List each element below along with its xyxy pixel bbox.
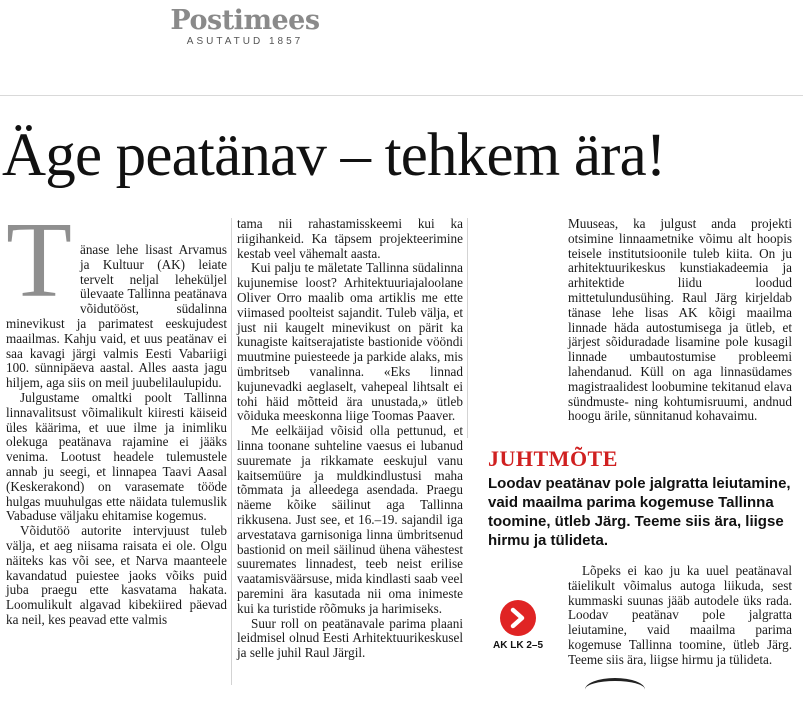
column-divider bbox=[231, 218, 232, 685]
header-divider bbox=[0, 95, 803, 96]
paragraph: Muuseas, ka julgust anda projekti otsimine linnaametnike võimu alt hoopis teisele institutsioonile tuleb kiita. On ju arhitektuurikeskus kunstiakadeemia ja arhitektide liidu loodud mittetulundusühing. Raul Järg kirjeldab tänase lehe lisas AK kõigi maailma linnade häda autostumisega ja ütleb, et järjest sõiduradade lisamine pole kusagil linnade umbautostumise probleemi lahendanud. Küll on aga linnasüdames magistraalidest loobumine tekitanud elava sündmuste- ning kohtumisruumi, andnud hoogu ärile, sünnitanud kohavaimu. bbox=[568, 216, 792, 424]
column-divider bbox=[467, 218, 468, 438]
article-column-3 bbox=[568, 217, 792, 424]
paragraph: tama nii rahastamisskeemi kui ka riigihankeid. Ka täpsem projekteerimine kestab veel vähemalt aasta. bbox=[237, 216, 463, 261]
paragraph: Me eelkäijad võisid olla pettunud, et linna toonane suhteline vaesus ei lubanud suuremate ja rikkamate eeskujul vanu kaitsemüüre ja muldkindlustusi maha tõmmata ja alleedega asendada. Praegu näeme kõike säilinut aga Tallinna rikkusena. Just see, et 16.–19. sajandil iga arvestatava garnisoniga linna ümbritsenud bastionid on meil säilinud ühena vähestest suuremates linnadest, teeb neist erilise vaatamisväärsuse, mida kindlasti saab veel paremini ära kasutada nii oma inimeste kui ka turistide rõõmuks ja harimiseks. bbox=[237, 423, 463, 616]
article-column-2 bbox=[237, 217, 463, 661]
article-column-1 bbox=[6, 201, 227, 628]
drop-cap: T bbox=[6, 201, 72, 320]
paragraph: Võidutöö autorite intervjuust tuleb välja, et aeg niisama raisata ei ole. Olgu näiteks kas või see, et Narva maanteele kavandatud puiestee jaoks võiks puid juba praegu ette kasvatama hakata. Loomulikult algavad kibekiired päevad ka neil, kes peavad ette valmis bbox=[6, 523, 227, 627]
pullquote-label: JUHTMÕTE bbox=[488, 446, 618, 471]
article-column-4 bbox=[568, 564, 792, 668]
masthead bbox=[120, 4, 370, 47]
paragraph: änase lehe lisast Arvamus ja Kultuur (AK) leiate tervelt neljal leheküljel ülevaate Tallinna peatänava võidutööst, südalinna minevikust ja parimatest eeskujudest maailmas. Kahju vaid, et uus peatänav ei saa kavagi järgi valmis Eesti Vabariigi 100. sünnipäeva aastal. Alles aasta jagu hiljem, aga siis on meil juubelilaulupidu. bbox=[6, 242, 227, 391]
pullquote bbox=[488, 446, 796, 550]
paragraph: Suur roll on peatänavale parima plaani leidmisel olnud Eesti Arhitektuurikeskusel ja selle juhil Raul Järgil. bbox=[237, 615, 463, 661]
page-reference-button[interactable] bbox=[500, 600, 536, 636]
chevron-right-icon bbox=[508, 607, 528, 629]
paragraph: Kui palju te mäletate Tallinna südalinna kujunemise loost? Arhitektuuriajaloolane Oliver Orro maalib oma artiklis me ette viimased poolteist sajandit. Tuleb välja, et just nii kaugelt minevikust on pärit ka kunagiste kaitserajatiste bastionide vööndi muutmine puiesteede ja parkide alaks, mis ümbritseb vanalinna. «Eks linnad kujunevadki aeglaselt, vahepeal lihtsalt ei tohi häid mõtteid ära unustada,» ütleb võiduka meeskonna liige Toomas Paaver. bbox=[237, 260, 463, 424]
paragraph: Julgustame omaltki poolt Tallinna linnavalitsust võimalikult kiiresti käiseid üles käärima, et uue ilme ja inimliku olekuga peatänava rajamine ei jääks venima. Lootust headele tulemustele annab ju seegi, et linnapea Taavi Aasal (Keskerakond) on varasemate tööde hulgas muuhulgas ette näidata tulemuslik Vabaduse väljaku ehitamise kogemus. bbox=[6, 389, 227, 524]
paragraph: Lõpeks ei kao ju ka uuel peatänaval täielikult võimalus autoga liikuda, sest kummaski suunas jääb autodele üks rada. Loodav peatänav pole jalgratta leiutamine, vaid maailma parima kogemuse Tallinna toomine, ütleb Järg. Teeme siis ära, liigse hirmu ja tülideta. bbox=[568, 563, 792, 667]
page-reference-label: AK LK 2–5 bbox=[492, 640, 543, 651]
decorative-arc bbox=[585, 678, 645, 701]
masthead-established: ASUTATUD 1857 bbox=[186, 36, 304, 47]
headline: Äge peatänav – tehkem ära! bbox=[2, 122, 666, 189]
masthead-logo: Postimees bbox=[170, 5, 320, 36]
pullquote-text: Loodav peatänav pole jalgratta leiutamine, vaid maailma parima kogemuse Tallinna toomine, ütleb Järg. Teeme siis ära, liigse hirmu ja tülideta. bbox=[488, 475, 791, 549]
